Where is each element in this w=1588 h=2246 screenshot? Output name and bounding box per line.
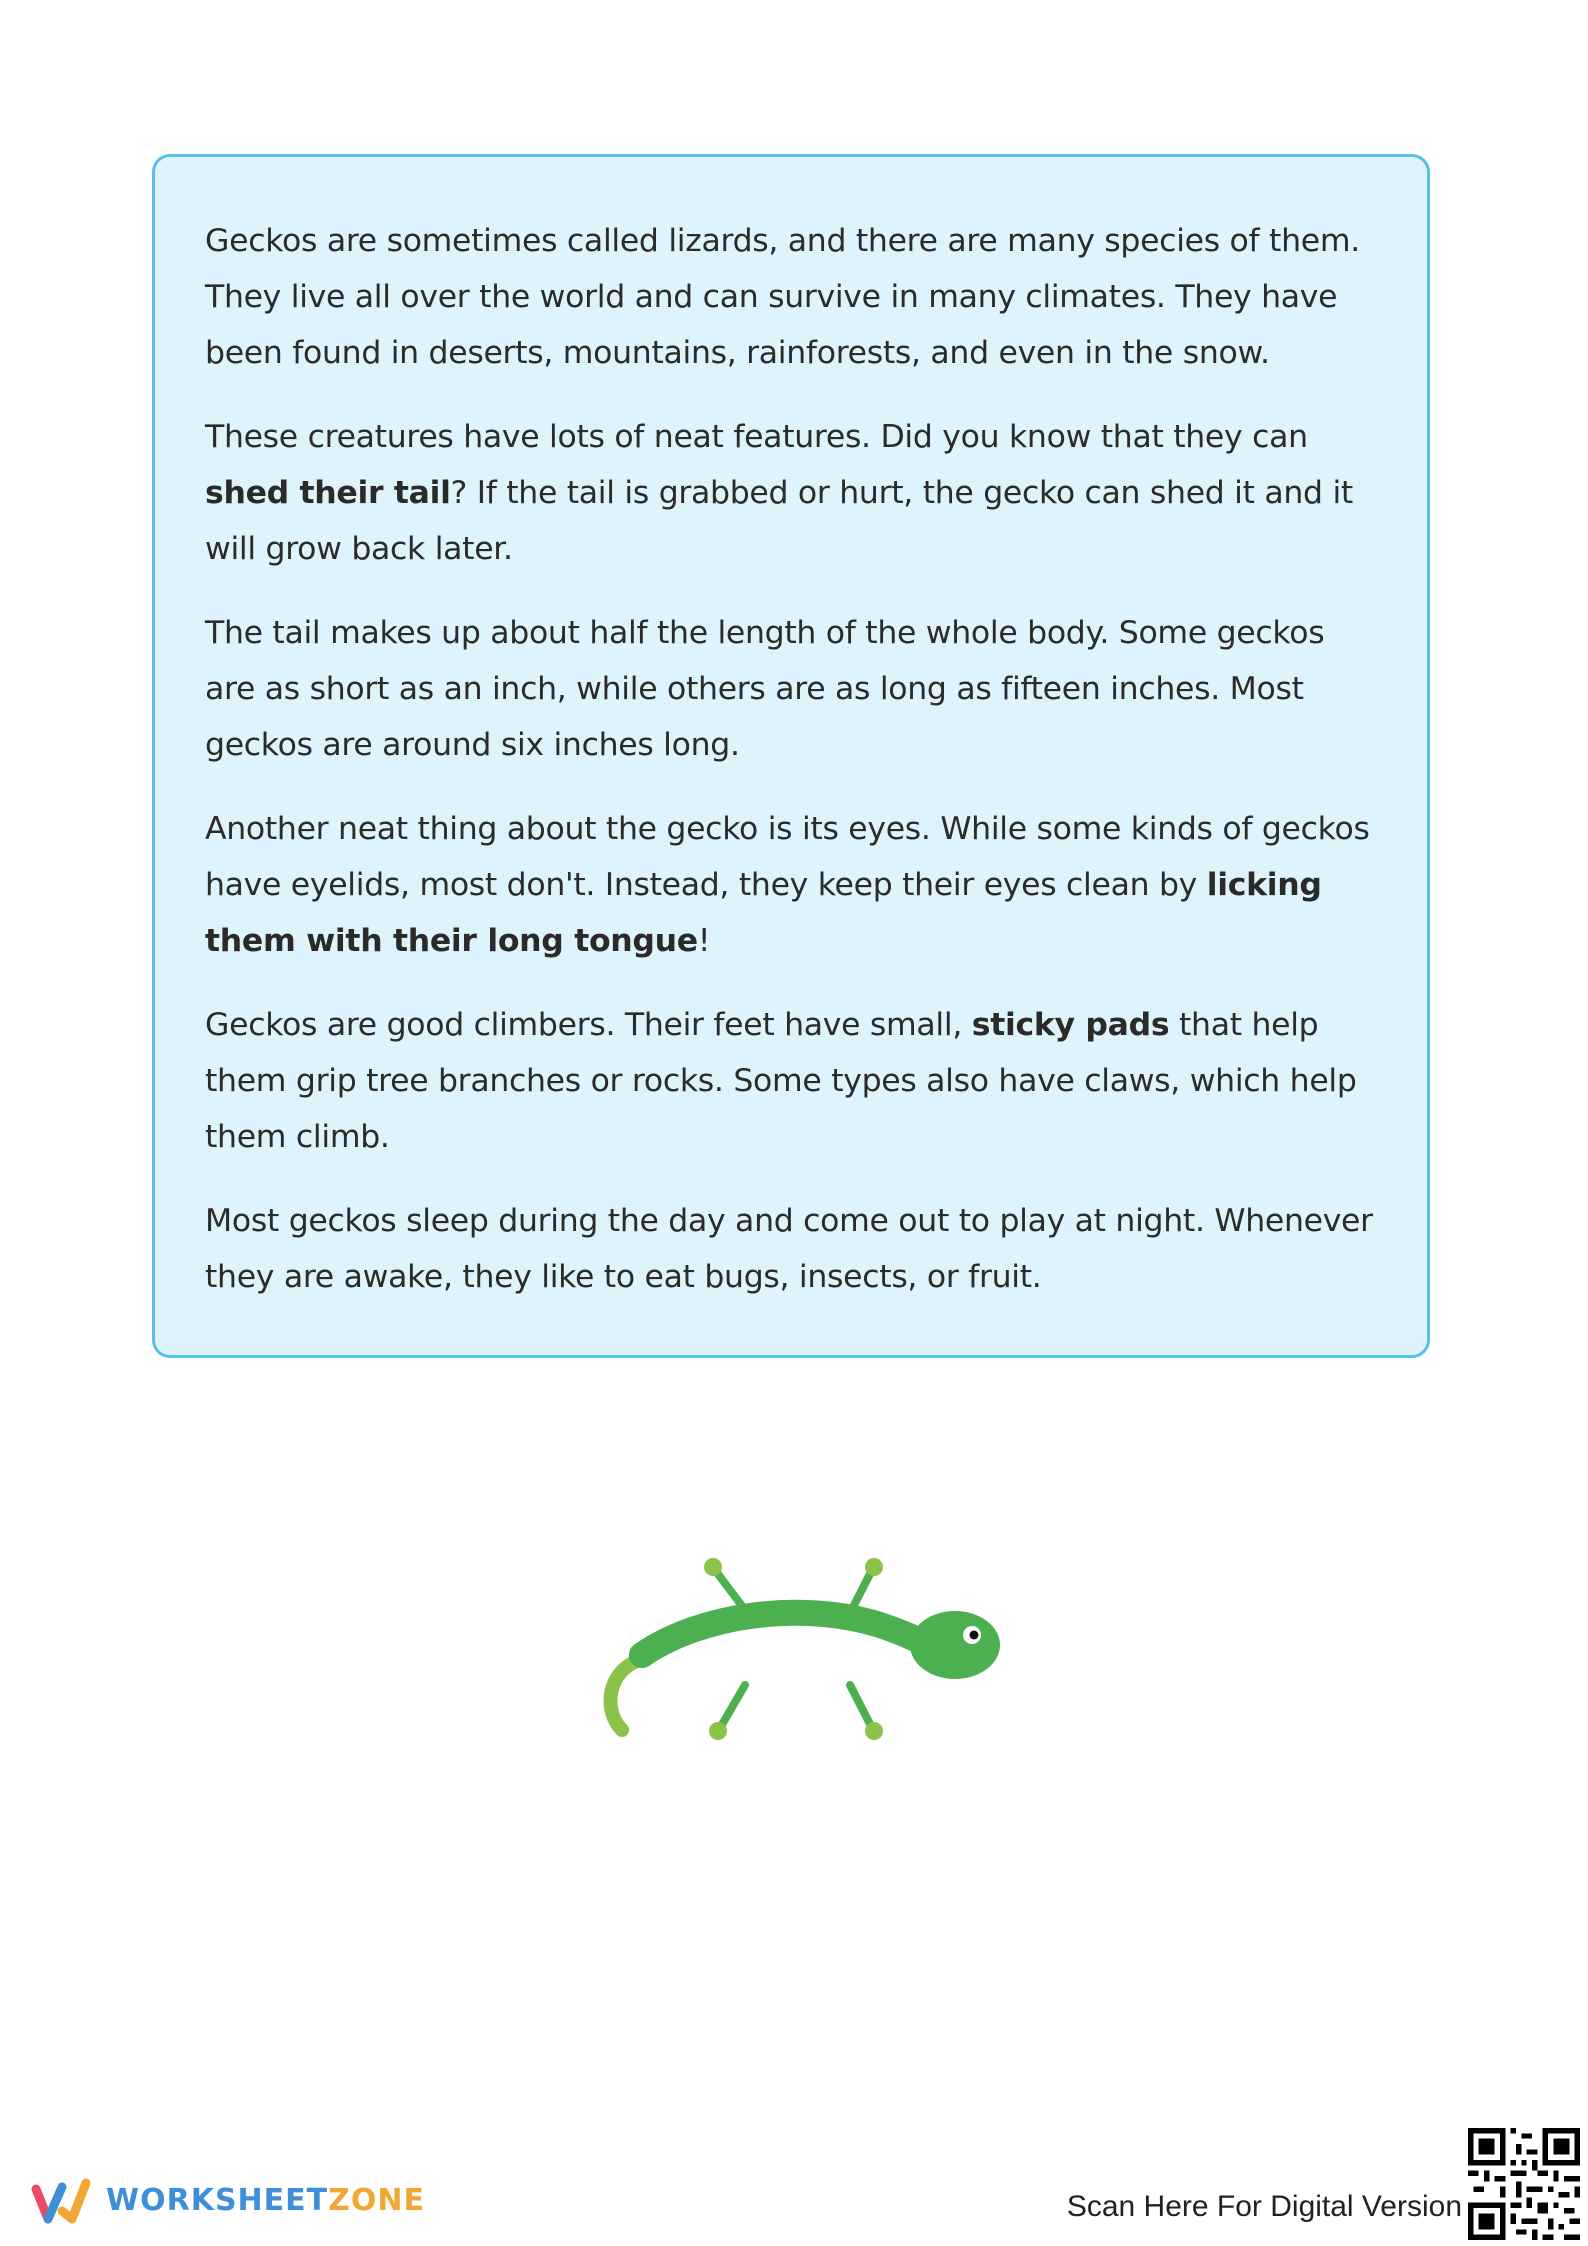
highlight-licking-eyes: licking them with their long tongue bbox=[205, 867, 1322, 959]
paragraph-3 bbox=[205, 605, 1377, 773]
paragraph-5-text-b: that help them grip tree branches or rocks. Some types also have claws, which help them climb. bbox=[205, 1007, 1357, 1155]
paragraph-5-text-a: Geckos are good climbers. Their feet have small, bbox=[205, 1007, 972, 1043]
scan-label: Scan Here For Digital Version bbox=[1066, 2190, 1462, 2223]
brand-logo bbox=[30, 2175, 425, 2225]
paragraph-1-text: Geckos are sometimes called lizards, and there are many species of them. They live all over the world and can survive in many climates. They have been found in deserts, mountains, rainforests, and even in the snow. bbox=[205, 223, 1360, 371]
reading-passage-box bbox=[152, 154, 1430, 1358]
paragraph-1 bbox=[205, 213, 1377, 381]
paragraph-2 bbox=[205, 409, 1377, 577]
gecko-tail bbox=[610, 1660, 640, 1730]
gecko-leg-front-bottom bbox=[720, 1685, 745, 1728]
paragraph-4 bbox=[205, 801, 1377, 969]
gecko-body bbox=[642, 1613, 945, 1655]
paragraph-4-text-b: ! bbox=[697, 923, 711, 959]
gecko-leg-back-bottom bbox=[850, 1685, 872, 1728]
brand-name-part2: ZONE bbox=[328, 2182, 425, 2218]
highlight-sticky-pads: sticky pads bbox=[971, 1007, 1170, 1043]
paragraph-5 bbox=[205, 997, 1377, 1165]
brand-name-part1: WORKSHEET bbox=[106, 2182, 329, 2218]
gecko-head bbox=[910, 1611, 1000, 1679]
paragraph-6 bbox=[205, 1193, 1377, 1305]
gecko-leg-front-top bbox=[715, 1570, 745, 1610]
qr-code-icon[interactable] bbox=[1468, 2128, 1580, 2240]
worksheetzone-logo-icon bbox=[30, 2175, 92, 2225]
paragraph-4-text-a: Another neat thing about the gecko is its eyes. While some kinds of geckos have eyelids, most don't. Instead, they keep their eyes clean by bbox=[205, 811, 1370, 903]
brand-name bbox=[106, 2183, 425, 2218]
paragraph-2-text-a: These creatures have lots of neat features. Did you know that they can bbox=[205, 419, 1308, 455]
gecko-illustration bbox=[580, 1545, 1020, 1765]
paragraph-6-text: Most geckos sleep during the day and come out to play at night. Whenever they are awake, they like to eat bugs, insects, or fruit. bbox=[205, 1203, 1373, 1295]
highlight-shed-their-tail: shed their tail bbox=[205, 475, 451, 511]
paragraph-2-text-b: ? If the tail is grabbed or hurt, the gecko can shed it and it will grow back later. bbox=[205, 475, 1353, 567]
paragraph-3-text: The tail makes up about half the length of the whole body. Some geckos are as short as an inch, while others are as long as fifteen inches. Most geckos are around six inches long. bbox=[205, 615, 1325, 763]
